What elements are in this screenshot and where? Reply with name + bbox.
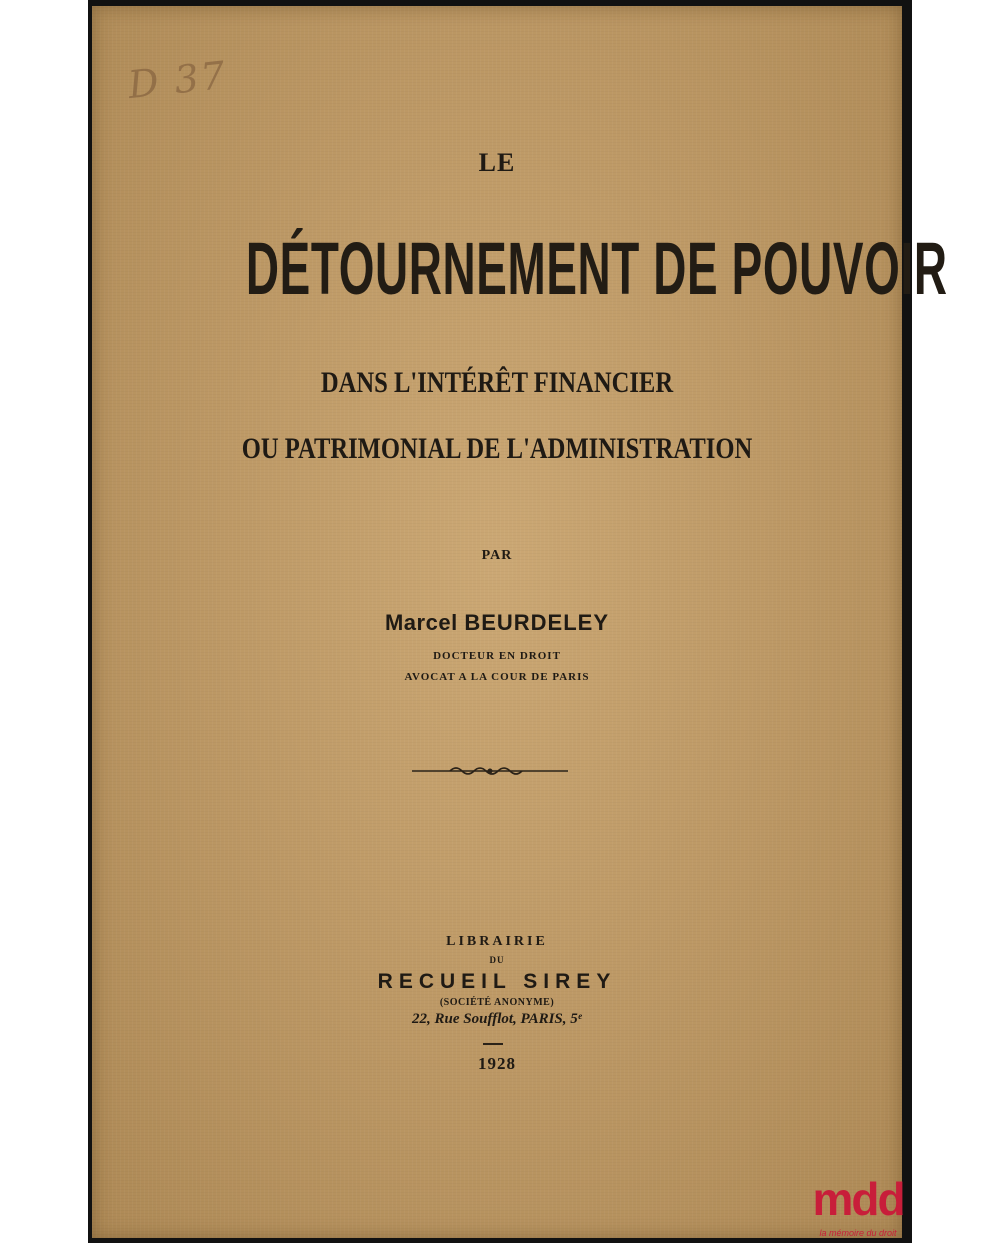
- publisher-name: RECUEIL SIREY: [377, 970, 617, 993]
- publication-year: 1928: [478, 1054, 516, 1073]
- logo-caption: la mémoire du droit: [819, 1228, 897, 1238]
- title-article: LE: [478, 148, 516, 177]
- handwritten-note: D 37: [125, 52, 229, 108]
- author-credential-1: DOCTEUR EN DROIT: [433, 650, 561, 662]
- author-name: [92, 610, 902, 636]
- author-last-name: BEURDELEY: [464, 610, 610, 635]
- book-title: DÉTOURNEMENT DE POUVOIR: [245, 227, 948, 310]
- author-credential-2: AVOCAT A LA COUR DE PARIS: [404, 671, 590, 683]
- ornament-divider-icon: [410, 762, 570, 780]
- publisher-line-2: DU: [489, 955, 505, 965]
- subtitle-line-2: OU PATRIMONIAL DE L'ADMINISTRATION: [241, 432, 753, 465]
- publisher-line-1: LIBRAIRIE: [446, 934, 548, 949]
- logo-mark: mdd: [812, 1173, 904, 1225]
- publisher-type: (SOCIÉTÉ ANONYME): [439, 997, 555, 1008]
- divider-dash: [483, 1043, 503, 1045]
- publisher-address: 22, Rue Soufflot, PARIS, 5ᵉ: [412, 1011, 582, 1027]
- subtitle-line-1: DANS L'INTÉRÊT FINANCIER: [320, 366, 674, 399]
- mdd-logo: [808, 1173, 908, 1243]
- author-first-name: Marcel: [384, 610, 458, 635]
- by-label: PAR: [481, 548, 513, 563]
